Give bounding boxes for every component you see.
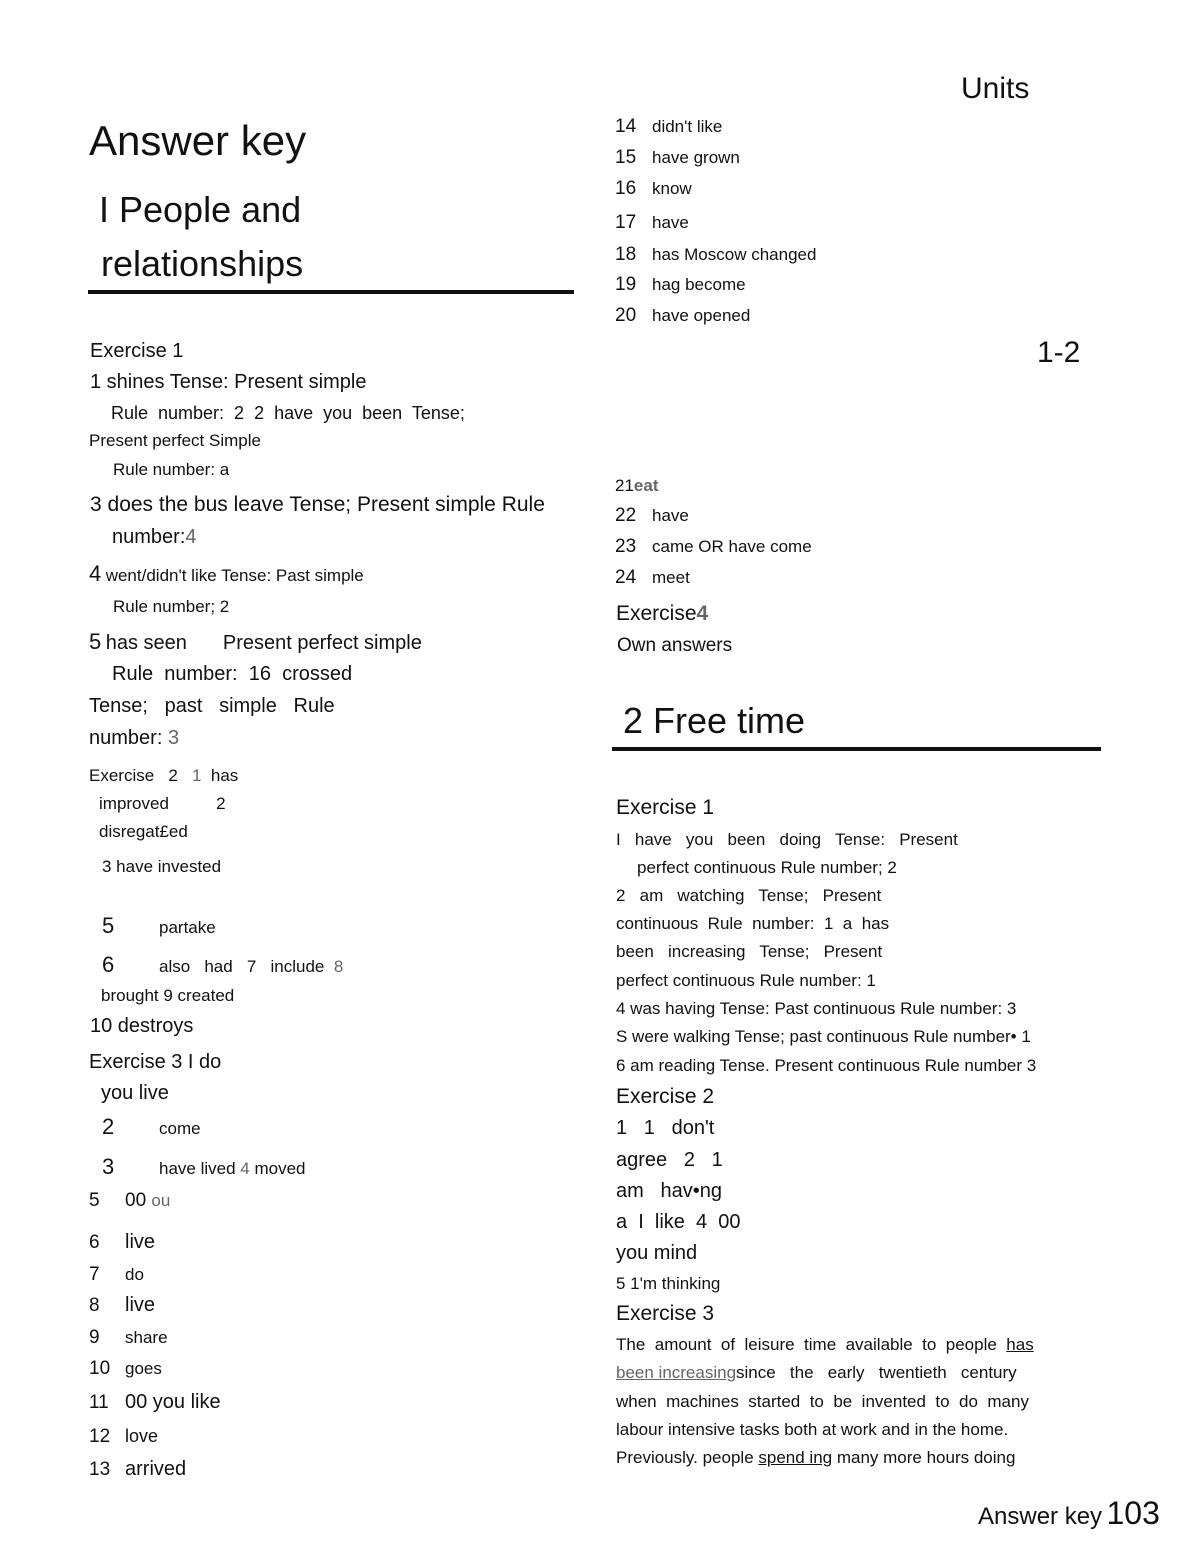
- answer-line: brought 9 created: [101, 986, 235, 1005]
- paragraph-text: since the early twentieth century: [736, 1363, 1017, 1382]
- item-text: have grown: [652, 148, 740, 167]
- list-item: [89, 1358, 162, 1380]
- answer-line: am hav•ng: [616, 1180, 722, 1202]
- list-item: [615, 212, 689, 234]
- list-item: [615, 116, 722, 138]
- answer-text: went/didn't like Tense: Past simple: [105, 566, 364, 585]
- answer-text: has: [201, 766, 239, 785]
- answer-line: [89, 727, 179, 750]
- answer-line: S were walking Tense; past continuous Rule number• 1: [616, 1027, 1031, 1046]
- item-number: 6: [89, 1232, 100, 1253]
- answer-line: [102, 952, 343, 978]
- item-number: 12: [89, 1426, 111, 1447]
- list-item: [89, 1264, 144, 1286]
- answer-line: 2 am watching Tense; Present: [616, 886, 882, 905]
- answer-line: [102, 913, 216, 939]
- exercise-heading: Exercise 3: [616, 1302, 715, 1325]
- underlined-text: spend ing: [758, 1448, 833, 1467]
- item-number: 15: [615, 147, 637, 168]
- list-item: [89, 1231, 155, 1254]
- exercise-heading: Exercise 1: [616, 796, 715, 819]
- item-number: 21: [615, 476, 634, 495]
- section-heading-line2: relationships: [101, 243, 304, 284]
- item-number: 19: [615, 274, 637, 295]
- answer-line: [102, 1114, 201, 1140]
- answer-number: 3: [167, 727, 180, 749]
- answer-line: Tense; past simple Rule: [89, 695, 335, 717]
- answer-line: [102, 1154, 306, 1180]
- answer-number: 5: [102, 913, 115, 938]
- answer-number: 2: [102, 1114, 115, 1139]
- answer-number: 4: [185, 526, 197, 548]
- exercise-number: 4: [696, 602, 709, 625]
- exercise-heading: [89, 766, 238, 786]
- answer-text: number:: [112, 526, 186, 548]
- underlined-text: been increasing: [616, 1363, 737, 1382]
- item-number: 16: [615, 178, 637, 199]
- answer-line: 3 does the bus leave Tense; Present simple Rule: [90, 493, 545, 516]
- answer-line: you mind: [616, 1242, 698, 1264]
- page-title: Answer key: [89, 117, 307, 164]
- exercise-heading: Exercise 1: [90, 340, 184, 362]
- list-item: [89, 1327, 168, 1349]
- item-number: 10: [89, 1358, 111, 1379]
- answer-line: 3 have invested: [102, 857, 222, 876]
- answer-text: Present perfect simple: [222, 632, 422, 654]
- item-number: 14: [615, 116, 637, 137]
- list-item: [615, 274, 746, 296]
- item-text: ou: [151, 1191, 171, 1210]
- answer-line: 5 1'm thinking: [616, 1274, 721, 1293]
- item-text: goes: [125, 1359, 162, 1378]
- exercise-label: Exercise: [616, 602, 697, 625]
- item-text: 00: [125, 1190, 152, 1211]
- answer-line: I have you been doing Tense: Present: [616, 830, 958, 849]
- exercise-heading: [616, 602, 708, 626]
- item-text: love: [125, 1426, 159, 1446]
- item-text: didn't like: [652, 117, 723, 136]
- item-number: 7: [89, 1264, 100, 1285]
- list-item: [615, 536, 812, 558]
- answer-text: moved: [249, 1159, 306, 1178]
- item-number: 23: [615, 536, 637, 557]
- section-divider: [612, 747, 1101, 751]
- answer-line: Rule number; 2: [113, 597, 230, 616]
- list-item: [615, 567, 690, 589]
- item-number: 13: [89, 1459, 111, 1480]
- answer-line: 10 destroys: [90, 1015, 194, 1037]
- section-heading-line1: I People and: [99, 189, 302, 230]
- item-text: live: [125, 1231, 156, 1253]
- item-text: 00 you like: [125, 1391, 221, 1413]
- list-item: [89, 1294, 155, 1317]
- answer-line: Own answers: [617, 635, 733, 656]
- list-item: [615, 305, 750, 327]
- answer-line: you live: [101, 1082, 169, 1104]
- answer-number: 5: [89, 629, 102, 654]
- answer-text: come: [159, 1119, 201, 1138]
- item-text: meet: [652, 568, 690, 587]
- item-number: 24: [615, 567, 637, 588]
- answer-line: disregat£ed: [99, 822, 188, 841]
- answer-line: a I like 4 00: [616, 1211, 741, 1233]
- units-range: 1-2: [1037, 336, 1081, 369]
- list-item: [89, 1458, 186, 1481]
- answer-line: [112, 526, 197, 549]
- answer-line: Rule number: 2 2 have you been Tense;: [111, 403, 465, 423]
- item-text: share: [125, 1328, 168, 1347]
- exercise-label: Exercise 2: [89, 766, 192, 785]
- section-divider: [88, 290, 574, 294]
- answer-line: [89, 629, 422, 655]
- answer-number: 3: [102, 1154, 115, 1179]
- item-number: 11: [89, 1392, 109, 1413]
- answer-line: Present perfect Simple: [89, 431, 261, 450]
- answer-number: 1: [191, 766, 202, 785]
- item-number: 20: [615, 305, 637, 326]
- paragraph-line: [616, 1335, 1034, 1355]
- answer-line: [89, 561, 364, 587]
- answer-line: 1 1 don't: [616, 1117, 715, 1139]
- paragraph-line: [616, 1448, 1015, 1468]
- paragraph-text: Previously. people: [616, 1448, 759, 1467]
- item-number: 9: [89, 1327, 100, 1348]
- list-item: [615, 505, 689, 527]
- answer-number: 4: [89, 561, 102, 586]
- underlined-text: has: [1006, 1335, 1034, 1354]
- item-number: 8: [89, 1295, 100, 1316]
- item-text: hag become: [652, 275, 746, 294]
- item-text: live: [125, 1294, 156, 1316]
- answer-text: have lived: [159, 1159, 241, 1178]
- item-text: has Moscow changed: [652, 245, 817, 264]
- answer-number: 6: [102, 952, 115, 977]
- answer-line: Rule number: 16 crossed: [112, 663, 353, 685]
- answer-line: 6 am reading Tense. Present continuous Rule number 3: [616, 1056, 1037, 1075]
- item-text: have: [652, 213, 689, 232]
- answer-text: has seen: [105, 632, 187, 654]
- list-item: [615, 476, 659, 496]
- item-text: have opened: [652, 306, 751, 325]
- answer-line: agree 2 1: [616, 1149, 723, 1171]
- item-text: eat: [633, 476, 659, 495]
- item-number: 18: [615, 244, 637, 265]
- paragraph-line: [616, 1363, 1017, 1383]
- item-number: 17: [615, 212, 637, 233]
- item-text: have: [652, 506, 689, 525]
- answer-line: perfect continuous Rule number: 1: [616, 971, 876, 990]
- page-footer: [978, 1495, 1160, 1532]
- list-item: [89, 1426, 158, 1448]
- section-heading: 2 Free time: [623, 700, 806, 741]
- item-number: 22: [615, 505, 637, 526]
- paragraph-line: when machines started to be invented to do many: [616, 1392, 1029, 1411]
- answer-text: number:: [89, 727, 163, 749]
- item-text: do: [125, 1265, 144, 1284]
- answer-line: 4 was having Tense: Past continuous Rule number: 3: [616, 999, 1017, 1018]
- answer-text: also had 7 include: [159, 957, 334, 976]
- list-item: [89, 1391, 221, 1414]
- list-item: [89, 1190, 170, 1212]
- item-number: 5: [89, 1190, 100, 1211]
- footer-label: Answer key: [978, 1503, 1103, 1530]
- answer-line: been increasing Tense; Present: [616, 942, 883, 961]
- answer-number: 4: [240, 1159, 250, 1178]
- answer-line: Rule number: a: [113, 460, 230, 479]
- answer-line: improved 2: [99, 794, 226, 813]
- units-label: Units: [961, 72, 1030, 105]
- paragraph-text: many more hours doing: [832, 1448, 1016, 1467]
- exercise-heading: Exercise 3 I do: [89, 1051, 222, 1073]
- paragraph-text: The amount of leisure time available to people: [616, 1335, 1007, 1354]
- item-text: know: [652, 179, 692, 198]
- list-item: [615, 147, 740, 169]
- answer-line: continuous Rule number: 1 a has: [616, 914, 890, 933]
- item-text: arrived: [125, 1458, 187, 1480]
- answer-number: 8: [333, 957, 344, 976]
- answer-line: 1 shines Tense: Present simple: [90, 371, 367, 393]
- paragraph-line: labour intensive tasks both at work and in the home.: [616, 1420, 1009, 1439]
- exercise-heading: Exercise 2: [616, 1085, 715, 1108]
- item-text: came OR have come: [652, 537, 812, 556]
- list-item: [615, 244, 816, 266]
- list-item: [615, 178, 692, 200]
- page-number: 103: [1106, 1495, 1160, 1531]
- answer-text: partake: [159, 918, 216, 937]
- answer-line: perfect continuous Rule number; 2: [637, 858, 897, 877]
